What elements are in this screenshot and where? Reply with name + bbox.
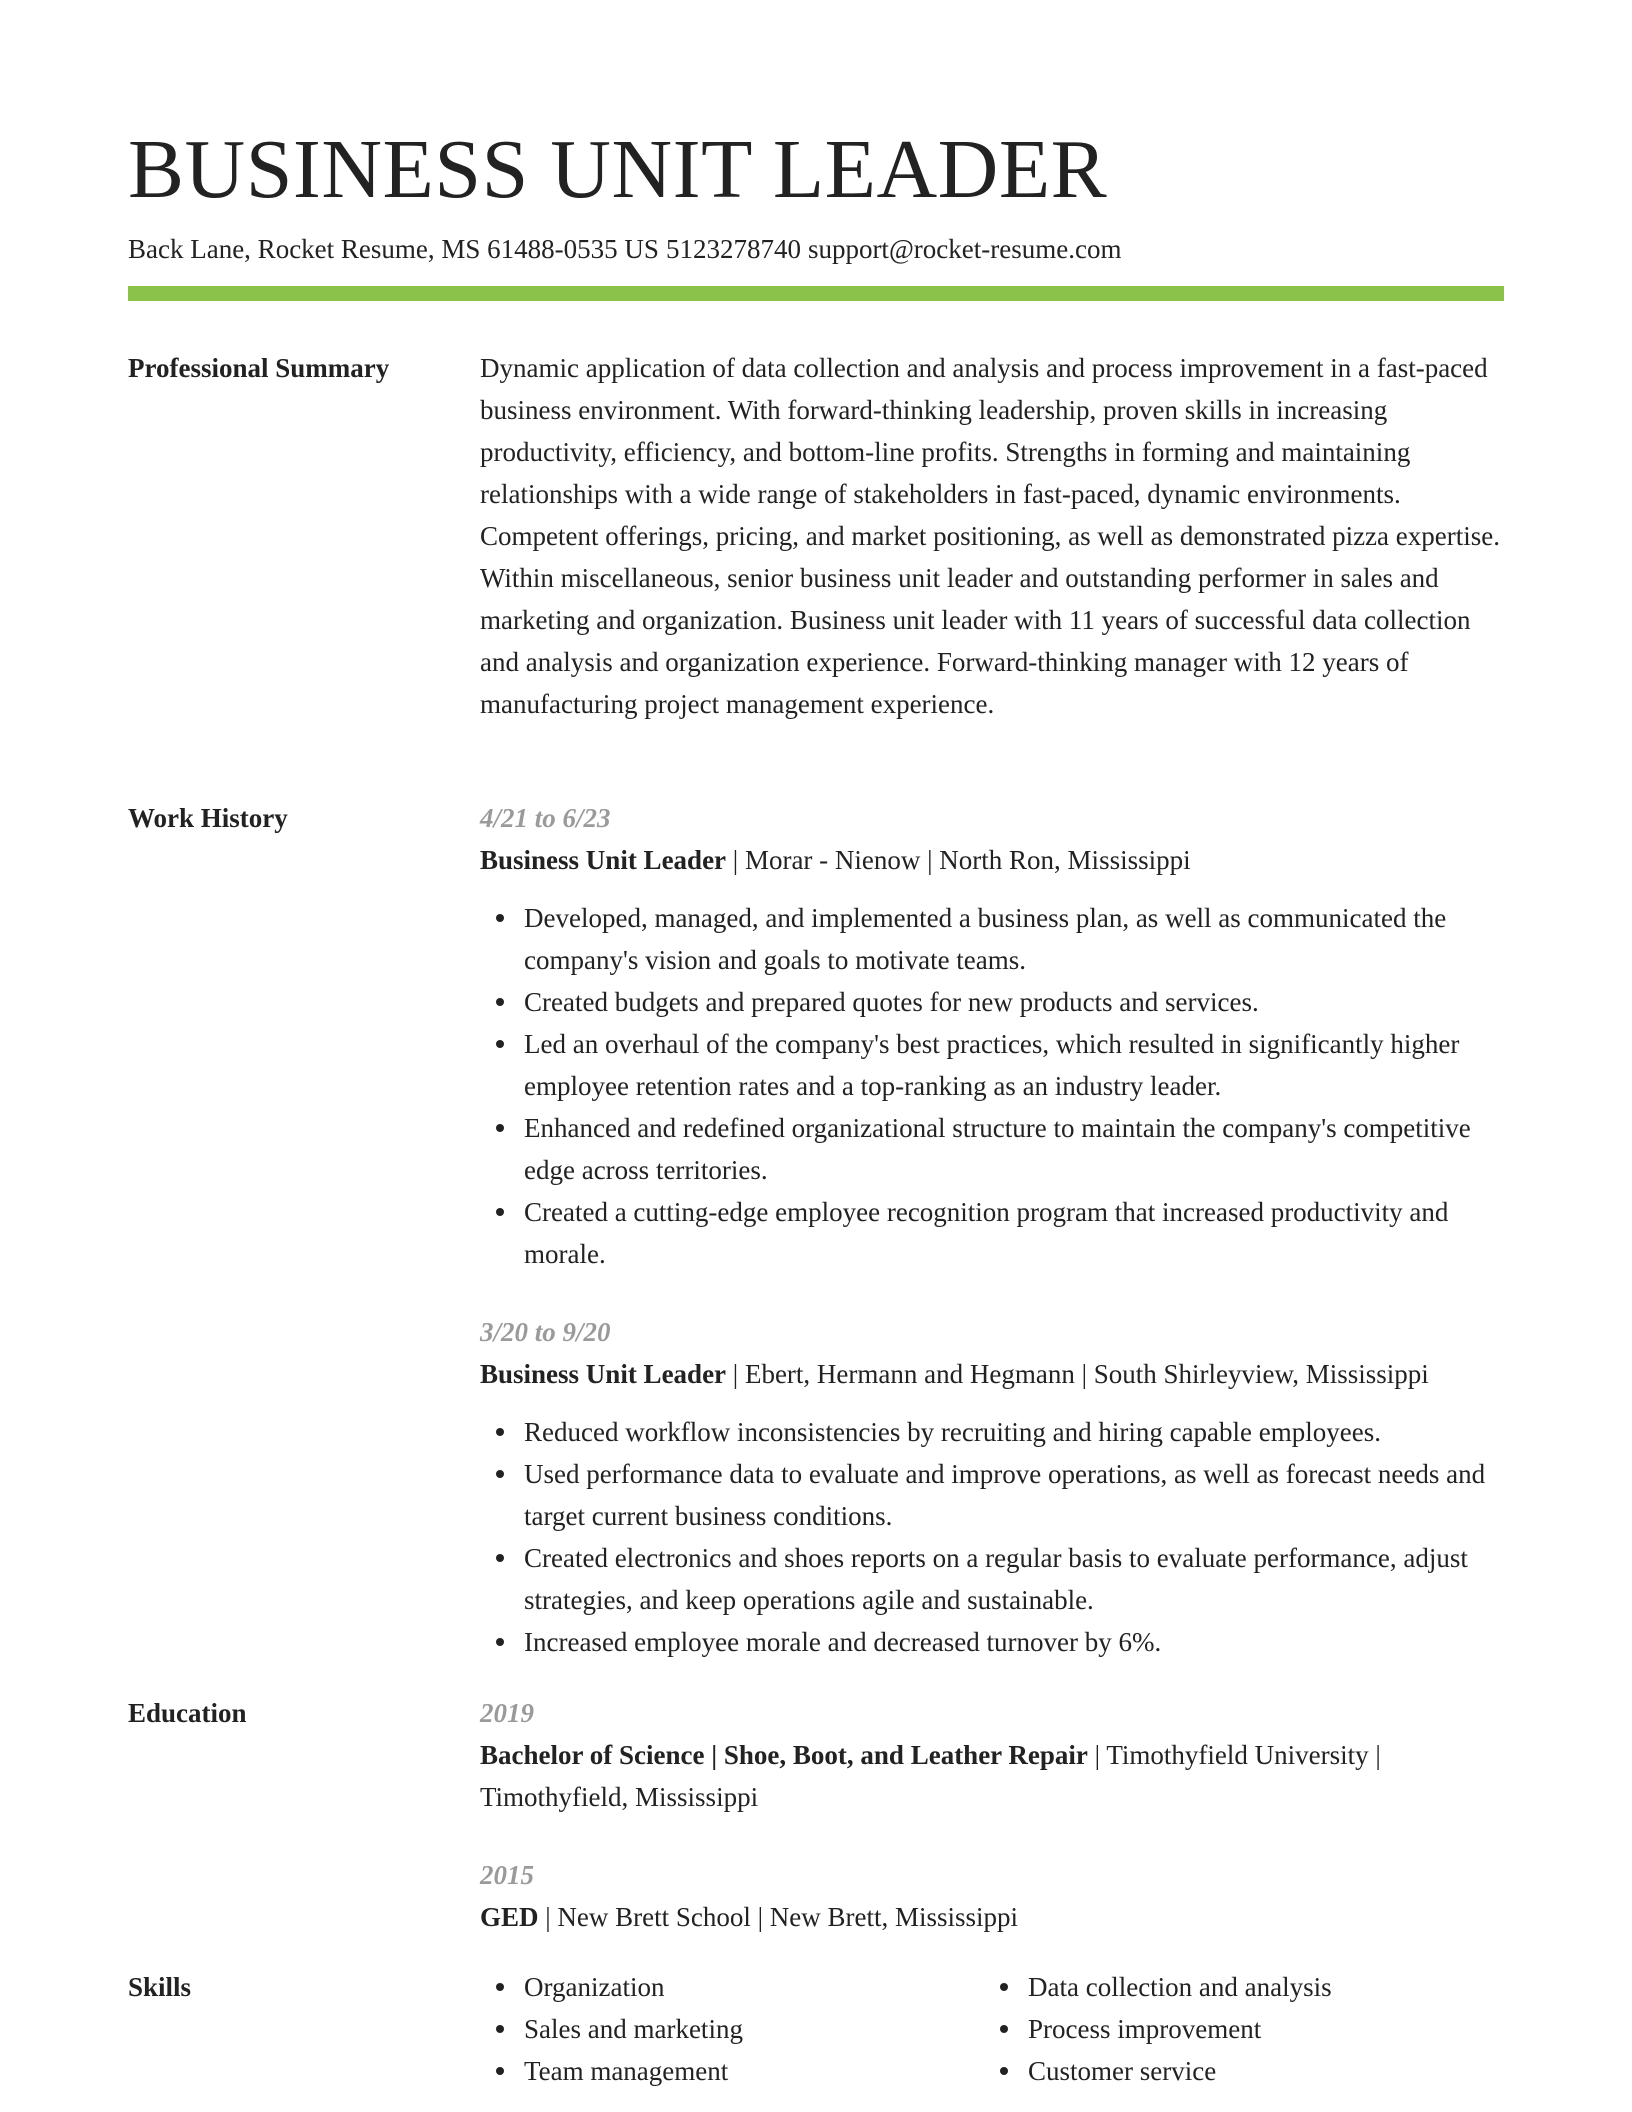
work-history-title: Work History xyxy=(128,803,288,833)
job-entry xyxy=(480,797,1504,1275)
skills-column-left xyxy=(480,1966,984,2092)
job-details: | Ebert, Hermann and Hegmann | South Shirleyview, Mississippi xyxy=(726,1359,1429,1389)
list-item: Enhanced and redefined organizational structure to maintain the company's competitive edge across territories. xyxy=(480,1107,1504,1191)
job-title-line xyxy=(480,1353,1504,1395)
job-details: | Morar - Nienow | North Ron, Mississippi xyxy=(726,845,1191,875)
education-degree: GED xyxy=(480,1902,539,1932)
list-item: Created budgets and prepared quotes for new products and services. xyxy=(480,981,1504,1023)
header-divider xyxy=(128,286,1504,301)
list-item: Developed, managed, and implemented a business plan, as well as communicated the company's vision and goals to motivate teams. xyxy=(480,897,1504,981)
education-title: Education xyxy=(128,1698,247,1728)
skills-title: Skills xyxy=(128,1972,192,2002)
job-bullets xyxy=(480,1411,1504,1663)
education-degree: Bachelor of Science | Shoe, Boot, and Leather Repair xyxy=(480,1740,1088,1770)
contact-line xyxy=(128,230,1121,268)
list-item: Led an overhaul of the company's best practices, which resulted in significantly higher employee retention rates and a top-ranking as an industry leader. xyxy=(480,1023,1504,1107)
education-year: 2019 xyxy=(480,1698,534,1728)
list-item: Team management xyxy=(480,2050,984,2092)
list-item: Reduced workflow inconsistencies by recruiting and hiring capable employees. xyxy=(480,1411,1504,1453)
list-item: Customer service xyxy=(984,2050,1488,2092)
education-body xyxy=(480,1692,1504,1938)
resume-name: BUSINESS UNIT LEADER xyxy=(128,123,1108,216)
contact-email: support@rocket-resume.com xyxy=(807,234,1122,264)
contact-phone: 5123278740 xyxy=(665,234,801,264)
skills-column-right xyxy=(984,1966,1488,2092)
summary-body xyxy=(480,347,1504,725)
list-item: Used performance data to evaluate and improve operations, as well as forecast needs and target current business conditions. xyxy=(480,1453,1504,1537)
contact-address: Back Lane, Rocket Resume, MS 61488-0535 US xyxy=(128,234,659,264)
list-item: Organization xyxy=(480,1966,984,2008)
list-item: Sales and marketing xyxy=(480,2008,984,2050)
education-entry xyxy=(480,1692,1504,1818)
job-title-line xyxy=(480,839,1504,881)
summary-title: Professional Summary xyxy=(128,353,390,383)
education-entry xyxy=(480,1854,1504,1938)
list-item: Process improvement xyxy=(984,2008,1488,2050)
summary-text: Dynamic application of data collection and analysis and process improvement in a fast-paced business environment. With forward-thinking leadership, proven skills in increasing productivity, efficiency, and bottom-line profits. Strengths in forming and maintaining relationships with a wide range of stakeholders in fast-paced, dynamic environments. Competent offerings, pricing, and market positioning, as well as demonstrated pizza expertise. Within miscellaneous, senior business unit leader and outstanding performer in sales and marketing and organization. Business unit leader with 11 years of successful data collection and analysis and organization experience. Forward-thinking manager with 12 years of manufacturing project management experience. xyxy=(480,353,1500,719)
job-entry xyxy=(480,1311,1504,1663)
education-details: | Timothyfield University | Timothyfield, Mississippi xyxy=(480,1740,1381,1812)
list-item: Data collection and analysis xyxy=(984,1966,1488,2008)
resume-page xyxy=(128,0,1504,2112)
education-line xyxy=(480,1734,1504,1818)
skills-body xyxy=(480,1966,1504,2092)
skills-grid xyxy=(480,1966,1504,2092)
job-role: Business Unit Leader xyxy=(480,1359,727,1389)
list-item: Increased employee morale and decreased turnover by 6%. xyxy=(480,1621,1504,1663)
work-history-body xyxy=(480,797,1504,1663)
list-item: Created electronics and shoes reports on a regular basis to evaluate performance, adjust strategies, and keep operations agile and sustainable. xyxy=(480,1537,1504,1621)
list-item: Created a cutting-edge employee recognition program that increased productivity and morale. xyxy=(480,1191,1504,1275)
job-role: Business Unit Leader xyxy=(480,845,727,875)
job-dates: 4/21 to 6/23 xyxy=(480,803,611,833)
education-details: | New Brett School | New Brett, Mississippi xyxy=(538,1902,1019,1932)
job-dates: 3/20 to 9/20 xyxy=(480,1317,611,1347)
education-year: 2015 xyxy=(480,1860,534,1890)
education-line xyxy=(480,1896,1504,1938)
job-bullets xyxy=(480,897,1504,1275)
